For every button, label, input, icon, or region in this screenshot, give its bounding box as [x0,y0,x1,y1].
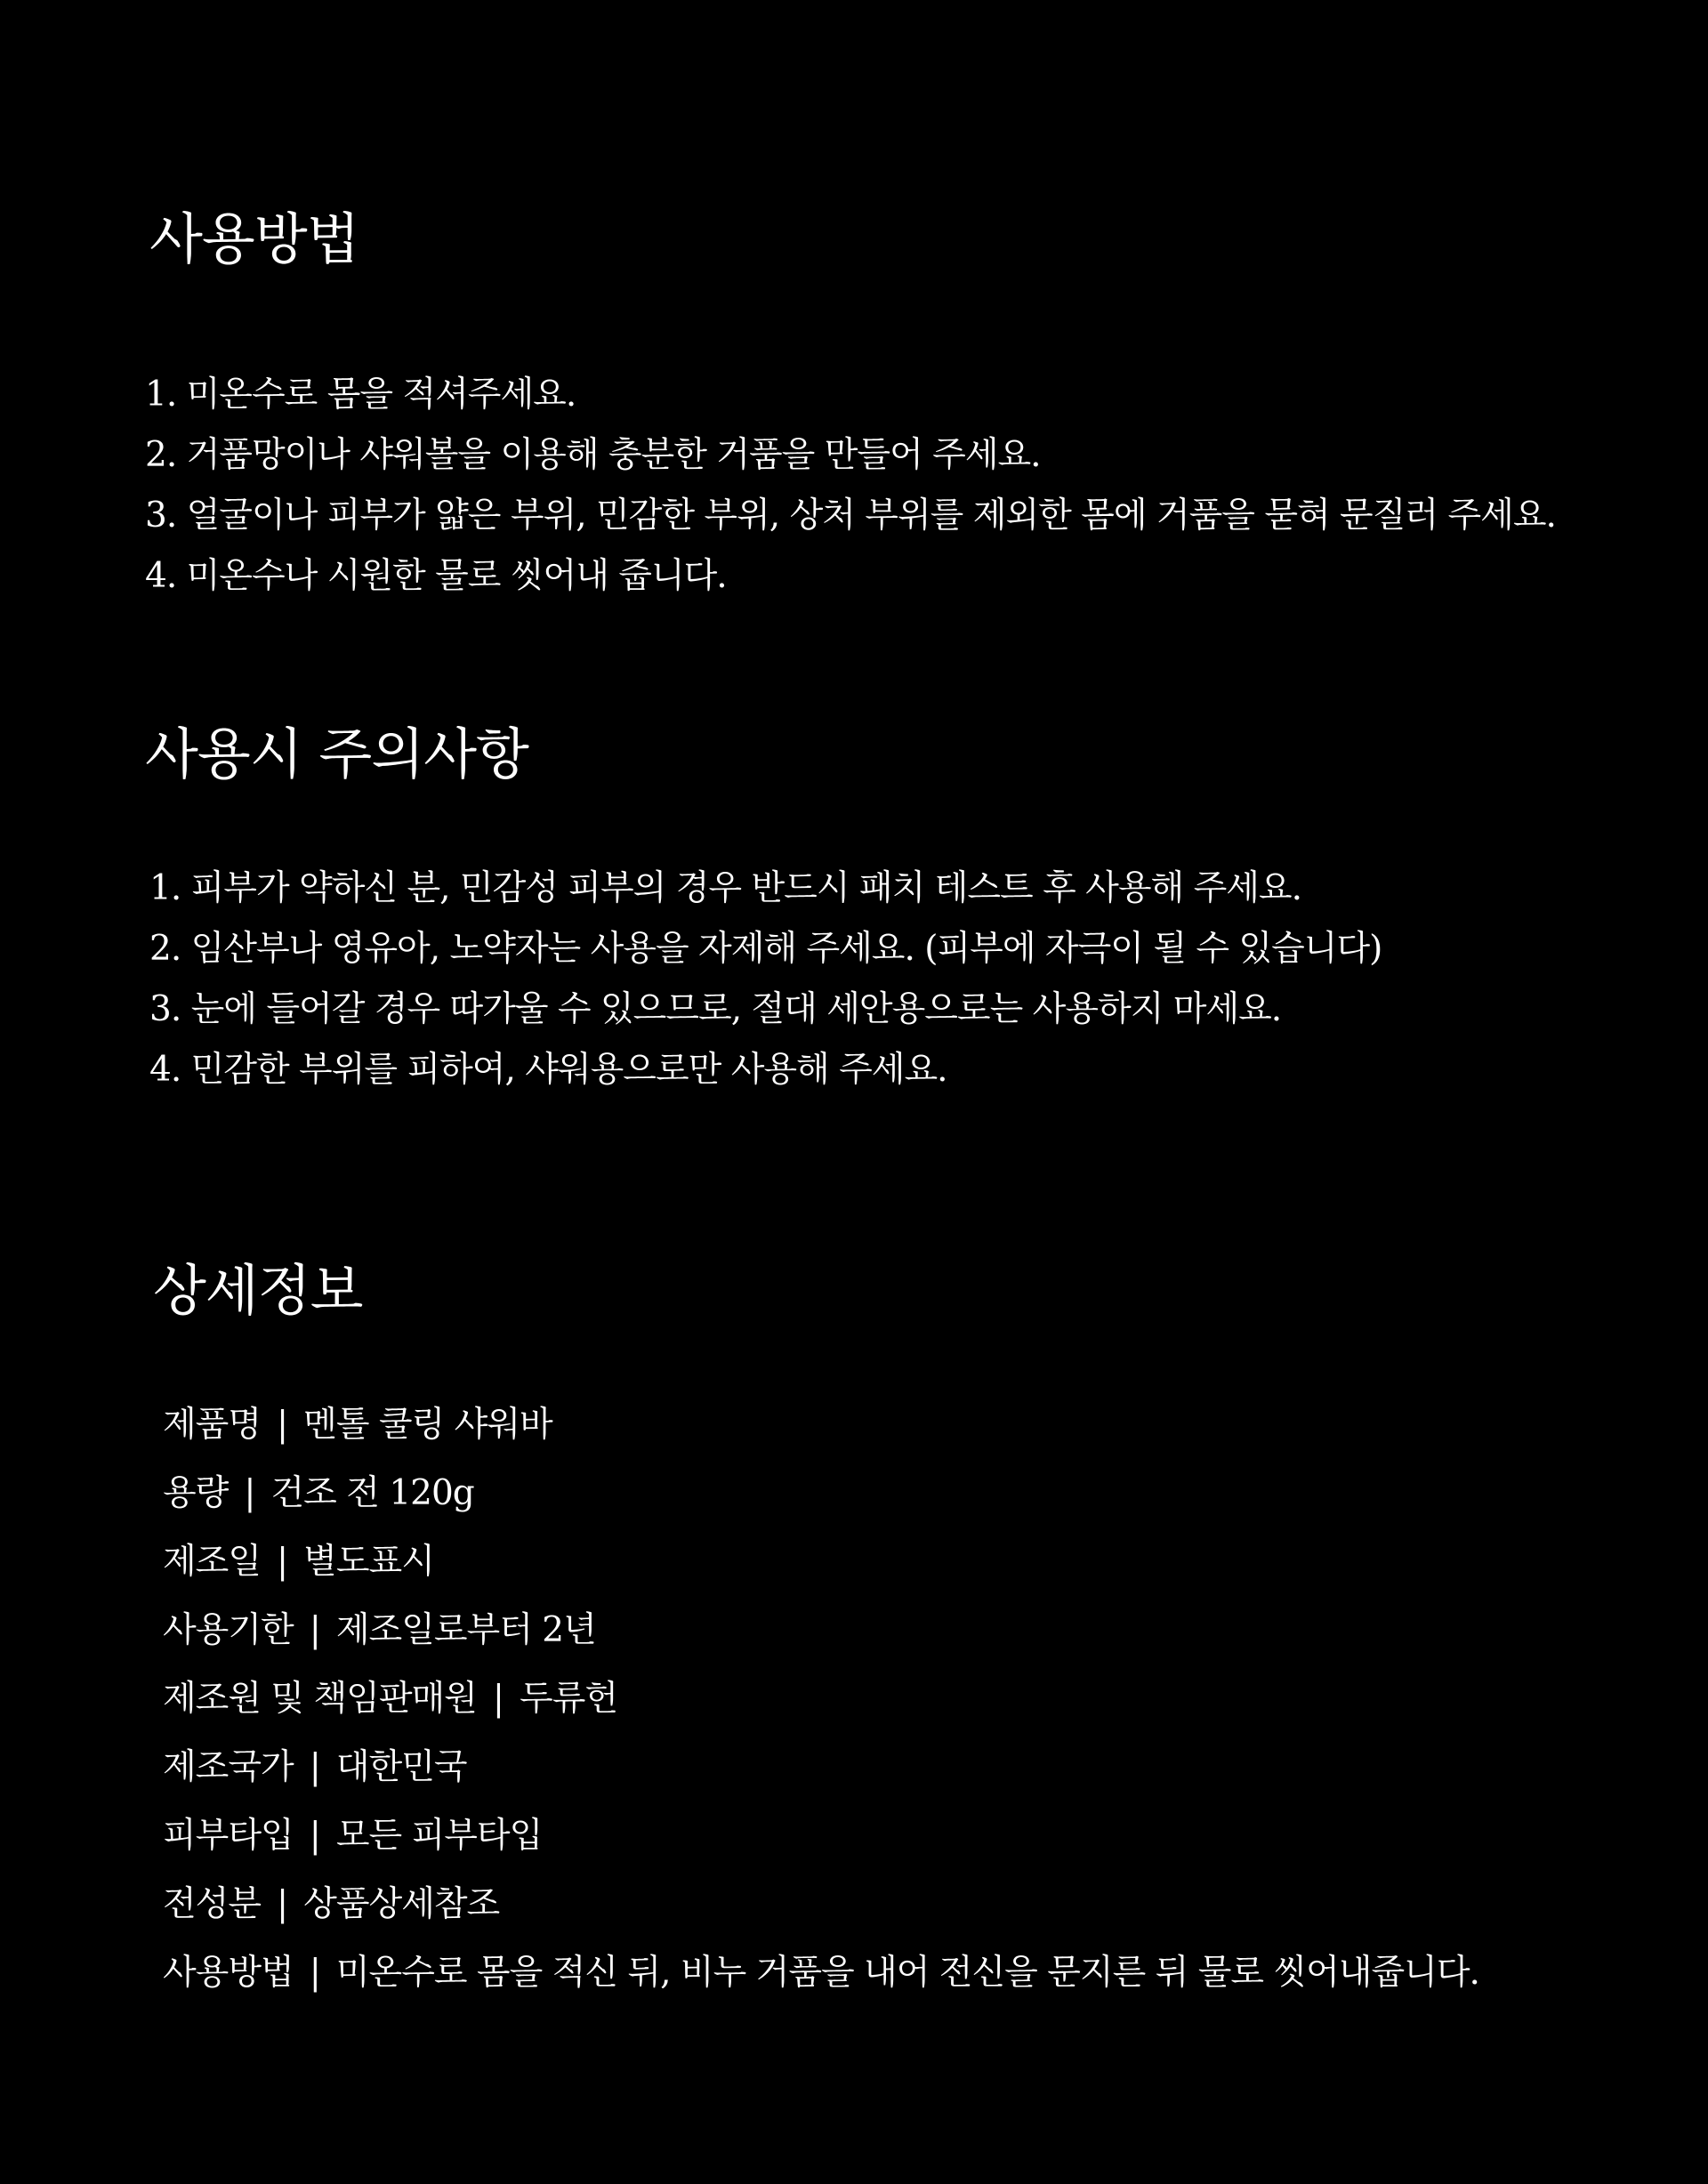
details-label: 제조원 및 책임판매원 [163,1679,477,1719]
details-label: 전성분 [163,1884,262,1924]
details-value: 상품상세참조 [303,1884,500,1924]
details-row-manufacture-date [163,1532,1479,1600]
details-label: 용량 [163,1473,229,1513]
details-separator: | [309,1816,320,1856]
details-separator: | [309,1610,320,1650]
details-list [163,1395,1479,2011]
details-label: 사용방법 [163,1953,294,1993]
details-value: 별도표시 [303,1542,434,1582]
caution-item: 4. 민감한 부위를 피하여, 샤워용으로만 사용해 주세요. [149,1050,947,1090]
usage-title: 사용방법 [149,206,359,271]
usage-item: 2. 거품망이나 샤워볼을 이용해 충분한 거품을 만들어 주세요. [145,435,1041,475]
caution-title: 사용시 주의사항 [145,721,528,786]
details-label: 사용기한 [163,1610,294,1650]
details-label: 제조일 [163,1542,262,1582]
details-value: 모든 피부타입 [335,1816,543,1856]
details-value: 대한민국 [335,1747,467,1787]
details-label: 피부타입 [163,1816,294,1856]
caution-list [149,858,1382,1100]
usage-item: 4. 미온수나 시원한 물로 씻어내 줍니다. [145,556,727,596]
details-value: 멘톨 쿨링 샤워바 [303,1405,552,1445]
details-separator: | [309,1747,320,1787]
details-row-usage [163,1943,1479,2011]
details-value: 제조일로부터 2년 [335,1610,596,1650]
details-row-country [163,1737,1479,1806]
usage-item: 3. 얼굴이나 피부가 얇은 부위, 민감한 부위, 상처 부위를 제외한 몸에 거품을 묻혀 문질러 주세요. [145,496,1556,536]
details-row-product-name [163,1395,1479,1463]
details-value: 건조 전 120g [270,1473,474,1513]
details-separator: | [277,1542,288,1582]
caution-item: 3. 눈에 들어갈 경우 따가울 수 있으므로, 절대 세안용으로는 사용하지 마세요. [149,989,1282,1029]
usage-item: 1. 미온수로 몸을 적셔주세요. [145,375,576,415]
details-separator: | [277,1884,288,1924]
details-title: 상세정보 [153,1258,363,1323]
caution-item: 1. 피부가 약하신 분, 민감성 피부의 경우 반드시 패치 테스트 후 사용해 주세요. [149,868,1301,908]
details-separator: | [277,1405,288,1445]
caution-item: 2. 임산부나 영유아, 노약자는 사용을 자제해 주세요. (피부에 자극이 될 수 있습니다) [149,929,1382,969]
details-label: 제조국가 [163,1747,294,1787]
details-row-manufacturer [163,1669,1479,1737]
details-value: 미온수로 몸을 적신 뒤, 비누 거품을 내어 전신을 문지른 뒤 물로 씻어내줍니다. [335,1953,1479,1993]
details-row-skin-type [163,1806,1479,1874]
details-separator: | [492,1679,504,1719]
details-separator: | [309,1953,320,1993]
usage-list [145,365,1556,607]
details-row-ingredients [163,1874,1479,1943]
details-value: 두류헌 [520,1679,618,1719]
details-separator: | [244,1473,255,1513]
details-row-expiry [163,1600,1479,1669]
details-label: 제품명 [163,1405,262,1445]
details-row-volume [163,1463,1479,1532]
